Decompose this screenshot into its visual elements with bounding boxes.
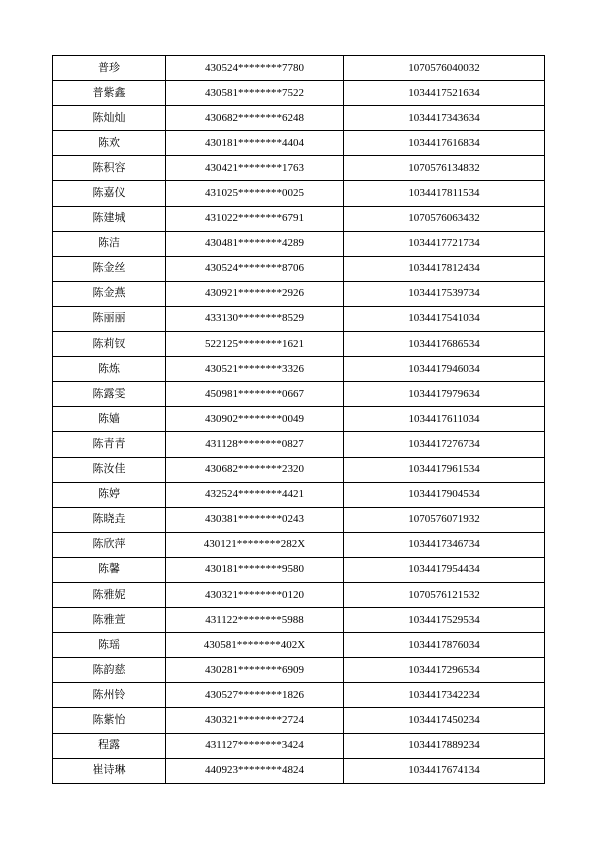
exam-number-cell: 1034417276734 xyxy=(344,432,545,457)
id-number-cell: 522125********1621 xyxy=(166,332,344,357)
name-cell: 陈莉钗 xyxy=(53,332,166,357)
id-number-cell: 430381********0243 xyxy=(166,508,344,533)
id-number-cell: 433130********8529 xyxy=(166,307,344,332)
name-cell: 陈金丝 xyxy=(53,257,166,282)
exam-number-cell: 1034417889234 xyxy=(344,734,545,759)
exam-number-cell: 1034417876034 xyxy=(344,633,545,658)
id-number-cell: 430321********0120 xyxy=(166,583,344,608)
name-cell: 陈欣萍 xyxy=(53,533,166,558)
name-cell: 陈露雯 xyxy=(53,382,166,407)
name-cell: 普珍 xyxy=(53,56,166,81)
exam-number-cell: 1070576063432 xyxy=(344,207,545,232)
exam-number-cell: 1034417616834 xyxy=(344,131,545,156)
exam-number-cell: 1034417961534 xyxy=(344,458,545,483)
id-number-cell: 450981********0667 xyxy=(166,382,344,407)
id-number-cell: 430902********0049 xyxy=(166,407,344,432)
name-cell: 陈欢 xyxy=(53,131,166,156)
exam-number-cell: 1034417721734 xyxy=(344,232,545,257)
id-number-cell: 430581********402X xyxy=(166,633,344,658)
exam-number-cell: 1034417342234 xyxy=(344,683,545,708)
id-number-cell: 430321********2724 xyxy=(166,708,344,733)
exam-number-cell: 1034417811534 xyxy=(344,181,545,206)
name-cell: 陈雅妮 xyxy=(53,583,166,608)
exam-number-cell: 1034417904534 xyxy=(344,483,545,508)
id-number-cell: 431025********0025 xyxy=(166,181,344,206)
name-cell: 陈洁 xyxy=(53,232,166,257)
name-cell: 陈晓垚 xyxy=(53,508,166,533)
name-cell: 程露 xyxy=(53,734,166,759)
name-cell: 陈建城 xyxy=(53,207,166,232)
name-cell: 陈雅萱 xyxy=(53,608,166,633)
name-cell: 陈汝佳 xyxy=(53,458,166,483)
id-number-cell: 430181********9580 xyxy=(166,558,344,583)
id-number-cell: 431127********3424 xyxy=(166,734,344,759)
id-number-cell: 440923********4824 xyxy=(166,759,344,784)
exam-number-cell: 1070576134832 xyxy=(344,156,545,181)
exam-number-cell: 1034417529534 xyxy=(344,608,545,633)
name-cell: 陈婷 xyxy=(53,483,166,508)
name-cell: 陈嫱 xyxy=(53,407,166,432)
name-cell: 陈嘉仪 xyxy=(53,181,166,206)
name-cell: 陈韵慈 xyxy=(53,658,166,683)
id-number-cell: 431122********5988 xyxy=(166,608,344,633)
id-number-cell: 430281********6909 xyxy=(166,658,344,683)
exam-number-cell: 1034417674134 xyxy=(344,759,545,784)
exam-number-cell: 1070576121532 xyxy=(344,583,545,608)
id-number-cell: 430524********8706 xyxy=(166,257,344,282)
exam-number-cell: 1034417954434 xyxy=(344,558,545,583)
exam-number-cell: 1034417611034 xyxy=(344,407,545,432)
exam-number-cell: 1034417541034 xyxy=(344,307,545,332)
id-number-cell: 430521********3326 xyxy=(166,357,344,382)
name-cell: 崔诗琳 xyxy=(53,759,166,784)
id-number-cell: 430181********4404 xyxy=(166,131,344,156)
id-number-cell: 431022********6791 xyxy=(166,207,344,232)
exam-number-cell: 1070576071932 xyxy=(344,508,545,533)
name-cell: 陈丽丽 xyxy=(53,307,166,332)
exam-number-cell: 1034417343634 xyxy=(344,106,545,131)
exam-number-cell: 1034417450234 xyxy=(344,708,545,733)
id-number-cell: 430481********4289 xyxy=(166,232,344,257)
id-number-cell: 432524********4421 xyxy=(166,483,344,508)
exam-number-cell: 1034417979634 xyxy=(344,382,545,407)
id-number-cell: 430921********2926 xyxy=(166,282,344,307)
id-number-cell: 430682********6248 xyxy=(166,106,344,131)
name-cell: 陈馨 xyxy=(53,558,166,583)
name-cell: 陈灿灿 xyxy=(53,106,166,131)
exam-number-cell: 1034417812434 xyxy=(344,257,545,282)
id-number-cell: 430581********7522 xyxy=(166,81,344,106)
exam-number-cell: 1034417946034 xyxy=(344,357,545,382)
exam-number-cell: 1034417346734 xyxy=(344,533,545,558)
id-number-cell: 430682********2320 xyxy=(166,458,344,483)
exam-number-cell: 1034417539734 xyxy=(344,282,545,307)
id-number-cell: 430121********282X xyxy=(166,533,344,558)
exam-number-cell: 1070576040032 xyxy=(344,56,545,81)
roster-table xyxy=(52,55,545,784)
id-number-cell: 431128********0827 xyxy=(166,432,344,457)
name-cell: 陈州铃 xyxy=(53,683,166,708)
name-cell: 陈瑶 xyxy=(53,633,166,658)
id-number-cell: 430524********7780 xyxy=(166,56,344,81)
name-cell: 普紫鑫 xyxy=(53,81,166,106)
id-number-cell: 430527********1826 xyxy=(166,683,344,708)
name-cell: 陈金燕 xyxy=(53,282,166,307)
exam-number-cell: 1034417521634 xyxy=(344,81,545,106)
exam-number-cell: 1034417296534 xyxy=(344,658,545,683)
name-cell: 陈积容 xyxy=(53,156,166,181)
name-cell: 陈炼 xyxy=(53,357,166,382)
name-cell: 陈紫怡 xyxy=(53,708,166,733)
id-number-cell: 430421********1763 xyxy=(166,156,344,181)
exam-number-cell: 1034417686534 xyxy=(344,332,545,357)
name-cell: 陈青青 xyxy=(53,432,166,457)
